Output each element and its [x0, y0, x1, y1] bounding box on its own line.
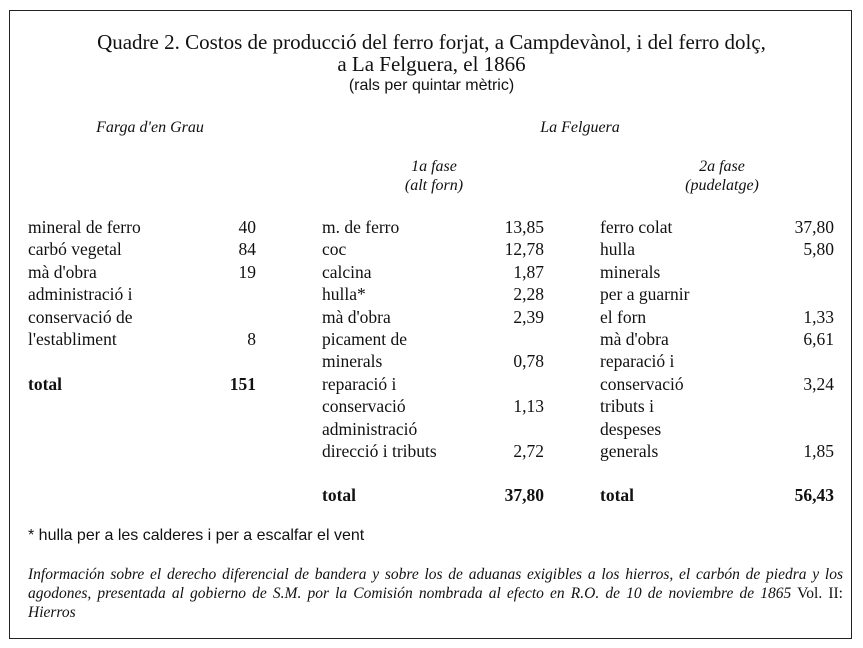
header-fase1-line2: (alt forn): [404, 177, 464, 194]
fase2-row-label: reparació i: [600, 351, 675, 372]
farga-row-value: 40: [238, 217, 256, 237]
fase2-row-value: 37,80: [794, 217, 834, 237]
header-fase1-line1: 1a fase: [411, 158, 457, 175]
fase2-row-label: ferro colat: [600, 217, 673, 237]
fase1-row-label: mà d'obra: [322, 306, 391, 327]
fase2-row-label: hulla: [600, 239, 635, 260]
fase2-row-label: mà d'obra: [600, 329, 669, 349]
fase1-row-label: reparació i: [322, 373, 397, 394]
farga-row-value: 8: [247, 329, 256, 349]
source-text: Información sobre el derecho diferencial de bandera y sobre los de aduanas exigibles a los hierros, el carbón de piedra y los agodones, presentada al gobierno de S.M. por la Comisión nombrada al efecto en R.O. de 10 de noviembre de 1865: [28, 566, 843, 602]
fase2-row-value: 3,24: [803, 373, 834, 394]
farga-row-label: carbó vegetal: [28, 239, 122, 260]
farga-row-value: 151: [229, 373, 256, 394]
table-title-line2: a La Felguera, el 1866: [337, 52, 526, 76]
fase1-row-value: 1,13: [513, 396, 544, 417]
fase2-row-value: 6,61: [803, 329, 834, 349]
farga-row-label: mà d'obra: [28, 261, 97, 282]
fase1-row-label: administració: [322, 418, 418, 439]
fase2-total-value: 56,43: [794, 485, 834, 505]
farga-row-label: mineral de ferro: [28, 217, 141, 237]
fase1-row-value: 13,85: [504, 217, 544, 237]
fase1-row-label: calcina: [322, 261, 372, 282]
fase1-total-value: 37,80: [504, 485, 544, 505]
footnote: * hulla per a les calderes i per a escalfar el vent: [28, 527, 365, 544]
fase1-row-label: picament de: [322, 329, 408, 349]
fase1-row-value: 2,39: [513, 306, 544, 327]
farga-row-label: total: [28, 373, 63, 394]
header-fase1: [374, 157, 494, 195]
header-farga: Farga d'en Grau: [96, 119, 204, 136]
fase1-row-label: hulla*: [322, 284, 366, 305]
farga-row-label: l'establiment: [28, 329, 117, 349]
fase2-row-value: 1,85: [803, 441, 834, 461]
fase1-row-value: 12,78: [504, 239, 544, 260]
fase1-row-label: coc: [322, 239, 347, 260]
fase1-row-label: conservació: [322, 396, 406, 417]
fase1-row-value: 2,72: [513, 441, 544, 461]
source-volume-title: Hierros: [28, 604, 76, 621]
fase2-row-label: minerals: [600, 261, 661, 282]
fase2-row-label: generals: [600, 441, 659, 461]
fase1-row-value: 0,78: [513, 351, 544, 372]
farga-row-value: 84: [238, 239, 256, 260]
source-citation: [28, 565, 843, 622]
fase2-row-value: 1,33: [803, 306, 834, 327]
fase2-row-value: 5,80: [803, 239, 834, 260]
farga-row-label: conservació de: [28, 306, 133, 327]
fase2-total-label: total: [600, 485, 635, 505]
source-volume: Vol. II:: [791, 585, 843, 602]
fase2-row-label: despeses: [600, 418, 662, 439]
header-fase2: [652, 157, 792, 195]
table-subtitle-units: (rals per quintar mètric): [348, 77, 515, 94]
farga-row-label: administració i: [28, 284, 133, 305]
fase2-row-label: per a guarnir: [600, 284, 690, 305]
fase1-row-label: m. de ferro: [322, 217, 400, 237]
farga-row-value: 19: [238, 261, 256, 282]
fase2-row-label: conservació: [600, 373, 684, 394]
header-felguera: La Felguera: [540, 119, 620, 136]
fase1-row-value: 2,28: [513, 284, 544, 305]
fase1-total-label: total: [322, 485, 357, 505]
fase1-row-label: minerals: [322, 351, 383, 372]
fase2-row-label: el forn: [600, 306, 647, 327]
fase1-row-value: 1,87: [513, 261, 544, 282]
table-title-line1: Quadre 2. Costos de producció del ferro forjat, a Campdevànol, i del ferro dolç,: [97, 30, 766, 54]
header-fase2-line2: (pudelatge): [685, 177, 759, 194]
header-fase2-line1: 2a fase: [699, 158, 745, 175]
fase1-row-label: direcció i tributs: [322, 441, 437, 461]
fase2-row-label: tributs i: [600, 396, 654, 417]
